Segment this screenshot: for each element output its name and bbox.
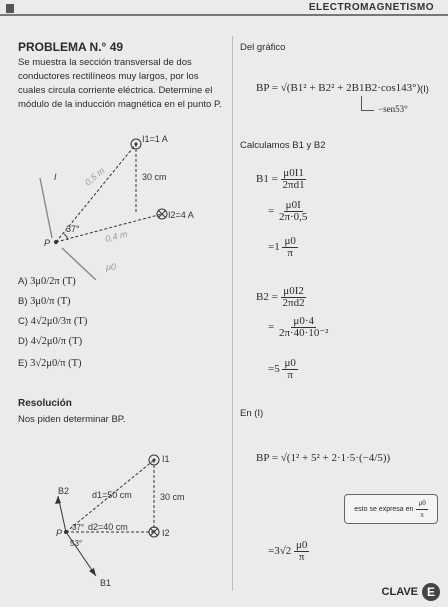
a37-label: 37° xyxy=(72,523,85,532)
resolution-title: Resolución xyxy=(18,398,72,409)
header-block xyxy=(6,4,14,13)
hand-arrow xyxy=(40,178,52,238)
calc-title: Calculamos B1 y B2 xyxy=(240,140,326,151)
header-rule xyxy=(0,14,448,16)
en-i: En (I) xyxy=(240,408,264,419)
d2-label: d2=40 cm xyxy=(88,522,128,532)
option-e[interactable]: E) 3√2μ0/π (T) xyxy=(18,358,82,369)
problem-title: PROBLEMA N.° 49 xyxy=(18,40,124,54)
final-result: =3√2 $\frac{\mu 0}{\pi}$ xyxy=(268,539,308,563)
b1-label: B1 xyxy=(100,578,112,588)
b2-step3: =5 $\frac{\mu 0}{\pi}$ xyxy=(268,357,296,381)
i1-label: I1=1 A xyxy=(142,134,168,144)
diagram-1 xyxy=(18,130,228,280)
d-vert-label: 30 cm xyxy=(160,492,185,502)
b1-step3: =1 $\frac{\mu 0}{\pi}$ xyxy=(268,235,296,259)
header-title: ELECTROMAGNETISMO xyxy=(308,2,434,13)
b1-eq: B1 = $\frac{\mu 0I1}{2\pi d1}$ xyxy=(256,167,305,191)
p-label: P xyxy=(44,238,51,248)
clave: CLAVE E xyxy=(382,583,440,601)
bp-sub: BP = √(1² + 5² + 2·1·5·(−4/5)) xyxy=(256,452,391,464)
option-b[interactable]: B) 3μ0/π (T) xyxy=(18,296,71,307)
d2-hand-label: 0,4 m xyxy=(104,228,129,244)
option-a[interactable]: A) 3μ0/2π (T) xyxy=(18,276,76,287)
i2-label: I2 xyxy=(162,528,170,538)
option-c[interactable]: C) 4√2μ0/3π (T) xyxy=(18,316,88,327)
angle-label: 37° xyxy=(66,224,80,234)
del-grafico: Del gráfico xyxy=(240,42,286,53)
sen-note: −sen53° xyxy=(378,104,408,114)
i1-label: I1 xyxy=(162,454,170,464)
b1-step2: = $\frac{\mu 0I}{2\pi\cdot 0,5}$ xyxy=(268,199,308,223)
note-box: esto se expresa en $\frac{\mu 0}{\pi}$ xyxy=(344,494,438,524)
d1-label: d1=50 cm xyxy=(92,490,132,500)
option-d[interactable]: D) 4√2μ0/π (T) xyxy=(18,336,83,347)
eq-num: (I) xyxy=(420,84,429,95)
bp-formula: BP = √(B1² + B2² + 2B1B2·cos143°) xyxy=(256,82,421,94)
i2-label: I2=4 A xyxy=(168,210,194,220)
a53-label: 53° xyxy=(70,539,83,548)
b2-step2: = $\frac{\mu 0\cdot 4}{\text{2π·40·10⁻²}}$ xyxy=(268,315,329,339)
point-p xyxy=(54,240,58,244)
diagram-2 xyxy=(40,450,225,590)
i-label: I xyxy=(54,172,57,182)
b2-eq: B2 = $\frac{\mu 0I2}{2\pi d2}$ xyxy=(256,285,305,309)
clave-badge: E xyxy=(422,583,440,601)
column-divider xyxy=(232,36,233,591)
d1-hand-label: 0,5 m xyxy=(82,165,107,188)
mu-hand-label: μ0 xyxy=(106,262,116,272)
problem-statement: Se muestra la sección transversal de dos conductores rectilíneos muy largos, por los cuales circula corriente eléctrica. Determine el módulo de la inducción magnética en el punto P. xyxy=(18,57,222,110)
b2-label: B2 xyxy=(58,486,70,496)
resolution-text: Nos piden determinar BP. xyxy=(18,414,126,425)
d-vert-label: 30 cm xyxy=(142,172,167,182)
p-label: P xyxy=(56,528,63,538)
